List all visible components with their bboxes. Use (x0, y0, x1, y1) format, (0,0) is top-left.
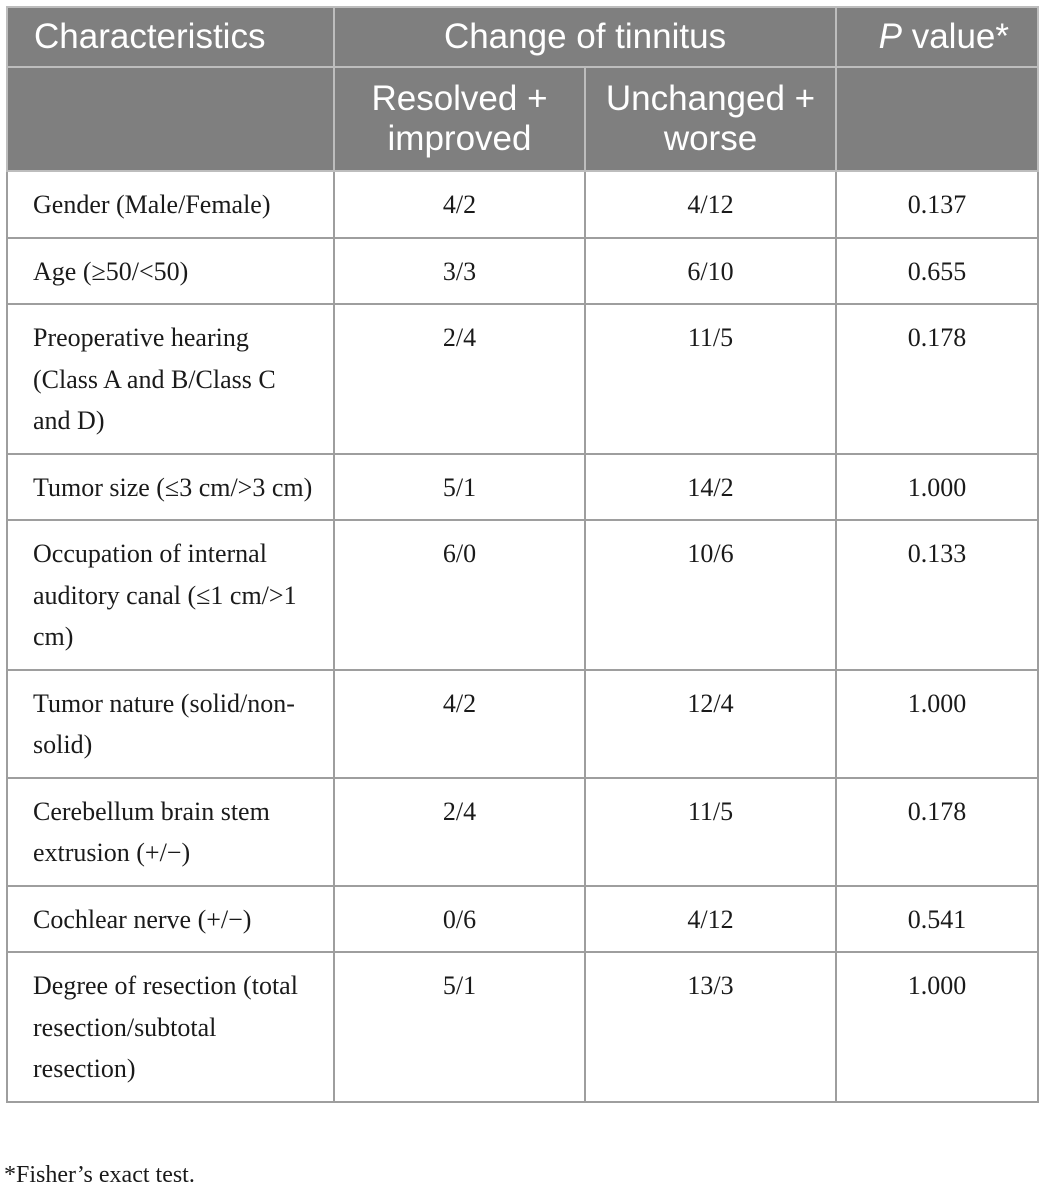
unchanged-worse-cell: 6/10 (585, 238, 836, 305)
header-p-value (836, 7, 1038, 67)
resolved-improved-cell: 6/0 (334, 520, 585, 670)
characteristic-cell: Cochlear nerve (+/−) (7, 886, 334, 953)
header-resolved-improved (334, 67, 585, 171)
p-value-cell: 0.137 (836, 171, 1038, 238)
table-header (7, 7, 1038, 171)
table-row (7, 778, 1038, 886)
header-change-of-tinnitus: Change of tinnitus (334, 7, 836, 67)
unchanged-worse-cell: 10/6 (585, 520, 836, 670)
p-value-cell: 0.178 (836, 778, 1038, 886)
unchanged-worse-cell: 4/12 (585, 171, 836, 238)
characteristic-cell: Preoperative hearing (Class A and B/Class C and D) (7, 304, 334, 454)
p-value-cell: 0.178 (836, 304, 1038, 454)
characteristic-cell: Cerebellum brain stem extrusion (+/−) (7, 778, 334, 886)
table-footnote: *Fisher’s exact test. (4, 1162, 195, 1188)
characteristic-cell: Tumor size (≤3 cm/>3 cm) (7, 454, 334, 521)
p-value-cell: 0.655 (836, 238, 1038, 305)
header-row-1 (7, 7, 1038, 67)
header-characteristics: Characteristics (7, 7, 334, 67)
characteristic-cell: Degree of resection (total resection/subtotal resection) (7, 952, 334, 1102)
resolved-improved-cell: 4/2 (334, 171, 585, 238)
p-value-cell: 0.133 (836, 520, 1038, 670)
header-p-value-rest: value* (901, 17, 1010, 56)
resolved-improved-cell: 4/2 (334, 670, 585, 778)
header-unchanged-worse-label: Unchanged + worse (605, 79, 816, 158)
resolved-improved-cell: 2/4 (334, 304, 585, 454)
unchanged-worse-cell: 14/2 (585, 454, 836, 521)
unchanged-worse-cell: 12/4 (585, 670, 836, 778)
unchanged-worse-cell: 11/5 (585, 304, 836, 454)
header-unchanged-worse (585, 67, 836, 171)
p-value-cell: 0.541 (836, 886, 1038, 953)
p-value-cell: 1.000 (836, 454, 1038, 521)
header-resolved-improved-label: Resolved + improved (371, 79, 548, 158)
unchanged-worse-cell: 11/5 (585, 778, 836, 886)
resolved-improved-cell: 3/3 (334, 238, 585, 305)
header-blank-left (7, 67, 334, 171)
p-value-cell: 1.000 (836, 952, 1038, 1102)
characteristic-cell: Tumor nature (solid/non-solid) (7, 670, 334, 778)
characteristic-cell: Occupation of internal auditory canal (≤1 cm/>1 cm) (7, 520, 334, 670)
resolved-improved-cell: 2/4 (334, 778, 585, 886)
table-row (7, 304, 1038, 454)
unchanged-worse-cell: 4/12 (585, 886, 836, 953)
p-value-cell: 1.000 (836, 670, 1038, 778)
tinnitus-characteristics-table (6, 6, 1039, 1103)
unchanged-worse-cell: 13/3 (585, 952, 836, 1102)
table-row (7, 238, 1038, 305)
table-row (7, 454, 1038, 521)
table-row (7, 886, 1038, 953)
resolved-improved-cell: 5/1 (334, 454, 585, 521)
table-row (7, 952, 1038, 1102)
resolved-improved-cell: 0/6 (334, 886, 585, 953)
characteristic-cell: Age (≥50/<50) (7, 238, 334, 305)
header-row-2 (7, 67, 1038, 171)
table-row (7, 520, 1038, 670)
table-row (7, 670, 1038, 778)
header-p-value-italic: P (878, 17, 902, 56)
characteristic-cell: Gender (Male/Female) (7, 171, 334, 238)
table-body (7, 171, 1038, 1102)
table-row (7, 171, 1038, 238)
resolved-improved-cell: 5/1 (334, 952, 585, 1102)
header-blank-right (836, 67, 1038, 171)
